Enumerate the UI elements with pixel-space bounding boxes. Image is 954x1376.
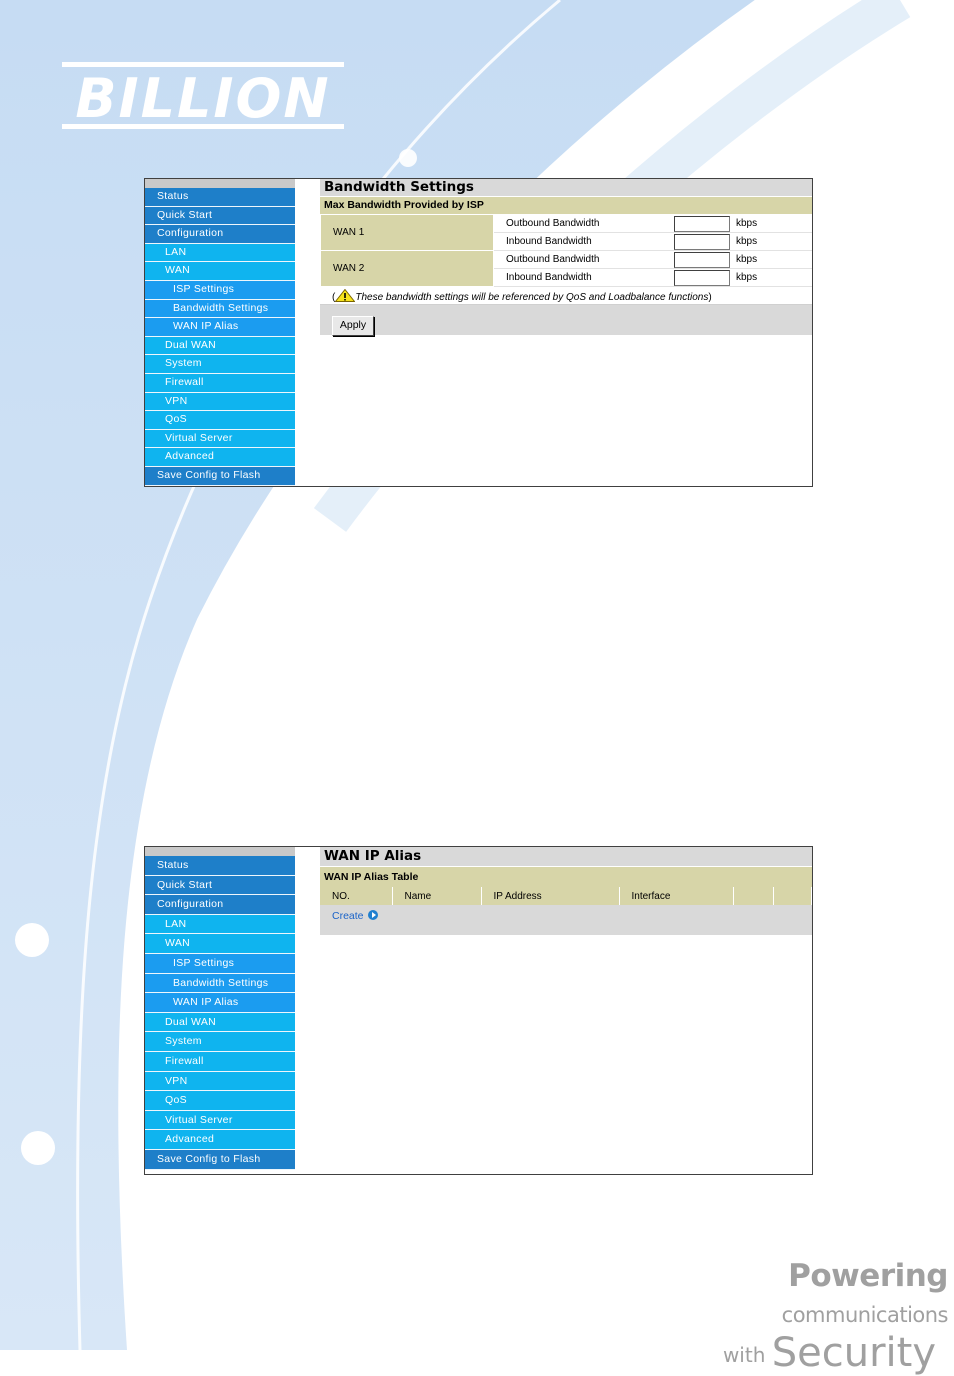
wan2-inbound-label: Inbound Bandwidth bbox=[494, 269, 662, 287]
svg-text:BILLION: BILLION bbox=[75, 67, 331, 130]
sidebar-top-strip bbox=[145, 847, 295, 856]
unit-label: kbps bbox=[736, 272, 758, 284]
page-title: WAN IP Alias bbox=[320, 847, 812, 866]
unit-label: kbps bbox=[736, 254, 758, 266]
create-link[interactable] bbox=[332, 910, 378, 922]
section-header: Max Bandwidth Provided by ISP bbox=[320, 196, 812, 214]
note-close-paren: ) bbox=[708, 292, 712, 303]
sidebar-item-configuration[interactable]: Configuration bbox=[145, 225, 295, 244]
sidebar-item-bandwidth-settings[interactable]: Bandwidth Settings bbox=[145, 974, 295, 994]
sidebar-item-firewall[interactable]: Firewall bbox=[145, 1052, 295, 1072]
tagline-powering: Powering bbox=[788, 1258, 948, 1294]
sidebar-item-qos[interactable]: QoS bbox=[145, 411, 295, 430]
section-header: WAN IP Alias Table bbox=[320, 866, 812, 887]
wan2-outbound-label: Outbound Bandwidth bbox=[494, 251, 662, 269]
unit-label: kbps bbox=[736, 218, 758, 230]
bandwidth-note bbox=[320, 287, 812, 305]
apply-button[interactable]: Apply bbox=[332, 316, 374, 336]
bandwidth-table bbox=[320, 214, 812, 287]
alias-table-header bbox=[320, 887, 812, 905]
alias-content bbox=[320, 847, 812, 1174]
tagline bbox=[628, 1258, 948, 1376]
sidebar-item-quick-start[interactable]: Quick Start bbox=[145, 876, 295, 896]
sidebar-item-status[interactable]: Status bbox=[145, 188, 295, 207]
sidebar-item-virtual-server[interactable]: Virtual Server bbox=[145, 1111, 295, 1131]
col-no: NO. bbox=[320, 887, 392, 905]
alias-table bbox=[320, 887, 812, 905]
tagline-security: Security bbox=[771, 1330, 936, 1376]
warning-icon bbox=[335, 289, 355, 302]
col-action bbox=[733, 887, 773, 905]
wan1-outbound-input[interactable] bbox=[674, 216, 730, 232]
col-ip-address: IP Address bbox=[481, 887, 619, 905]
sidebar-item-vpn[interactable]: VPN bbox=[145, 393, 295, 412]
billion-logo bbox=[62, 62, 344, 132]
sidebar-item-wan-ip-alias[interactable]: WAN IP Alias bbox=[145, 318, 295, 337]
sidebar-item-save-config-to-flash[interactable]: Save Config to Flash bbox=[145, 1150, 295, 1170]
wan1-inbound-label: Inbound Bandwidth bbox=[494, 233, 662, 251]
bandwidth-content bbox=[320, 179, 812, 486]
sidebar-item-quick-start[interactable]: Quick Start bbox=[145, 207, 295, 226]
sidebar-item-firewall[interactable]: Firewall bbox=[145, 374, 295, 393]
wan2-inbound-input[interactable] bbox=[674, 270, 730, 286]
col-action2 bbox=[773, 887, 812, 905]
wan2-outbound-input[interactable] bbox=[674, 252, 730, 268]
sidebar-item-lan[interactable]: LAN bbox=[145, 244, 295, 263]
col-interface: Interface bbox=[619, 887, 733, 905]
sidebar-item-wan-ip-alias[interactable]: WAN IP Alias bbox=[145, 993, 295, 1013]
sidebar-item-bandwidth-settings[interactable]: Bandwidth Settings bbox=[145, 300, 295, 319]
sidebar-item-isp-settings[interactable]: ISP Settings bbox=[145, 954, 295, 974]
sidebar-item-lan[interactable]: LAN bbox=[145, 915, 295, 935]
apply-bar bbox=[320, 305, 812, 335]
create-label: Create bbox=[332, 910, 364, 922]
bandwidth-settings-screen bbox=[144, 178, 813, 487]
sidebar-item-advanced[interactable]: Advanced bbox=[145, 1130, 295, 1150]
sidebar-item-wan[interactable]: WAN bbox=[145, 934, 295, 954]
sidebar-item-system[interactable]: System bbox=[145, 355, 295, 374]
wan1-outbound-label: Outbound Bandwidth bbox=[494, 215, 662, 233]
sidebar-item-advanced[interactable]: Advanced bbox=[145, 448, 295, 467]
arrow-right-circle-icon bbox=[368, 910, 378, 920]
page-title: Bandwidth Settings bbox=[320, 179, 812, 196]
sidebar-item-wan[interactable]: WAN bbox=[145, 262, 295, 281]
tagline-communications: communications bbox=[781, 1303, 948, 1327]
note-text: These bandwidth settings will be referenced by QoS and Loadbalance functions bbox=[355, 292, 709, 303]
col-name: Name bbox=[392, 887, 481, 905]
sidebar-item-virtual-server[interactable]: Virtual Server bbox=[145, 430, 295, 449]
sidebar-item-configuration[interactable]: Configuration bbox=[145, 895, 295, 915]
sidebar-item-dual-wan[interactable]: Dual WAN bbox=[145, 1013, 295, 1033]
create-bar bbox=[320, 905, 812, 935]
note-open-paren: ( bbox=[332, 292, 336, 303]
sidebar-item-qos[interactable]: QoS bbox=[145, 1091, 295, 1111]
sidebar-menu bbox=[145, 847, 295, 1174]
wan-ip-alias-screen bbox=[144, 846, 813, 1175]
sidebar-top-strip bbox=[145, 179, 295, 188]
sidebar-item-isp-settings[interactable]: ISP Settings bbox=[145, 281, 295, 300]
wan1-label: WAN 1 bbox=[321, 215, 494, 251]
sidebar-item-dual-wan[interactable]: Dual WAN bbox=[145, 337, 295, 356]
sidebar-item-system[interactable]: System bbox=[145, 1032, 295, 1052]
unit-label: kbps bbox=[736, 236, 758, 248]
sidebar-item-status[interactable]: Status bbox=[145, 856, 295, 876]
sidebar-item-save-config-to-flash[interactable]: Save Config to Flash bbox=[145, 467, 295, 486]
wan2-label: WAN 2 bbox=[321, 251, 494, 287]
tagline-with: with bbox=[722, 1343, 766, 1367]
sidebar-item-vpn[interactable]: VPN bbox=[145, 1072, 295, 1092]
sidebar-menu bbox=[145, 179, 295, 486]
wan1-inbound-input[interactable] bbox=[674, 234, 730, 250]
